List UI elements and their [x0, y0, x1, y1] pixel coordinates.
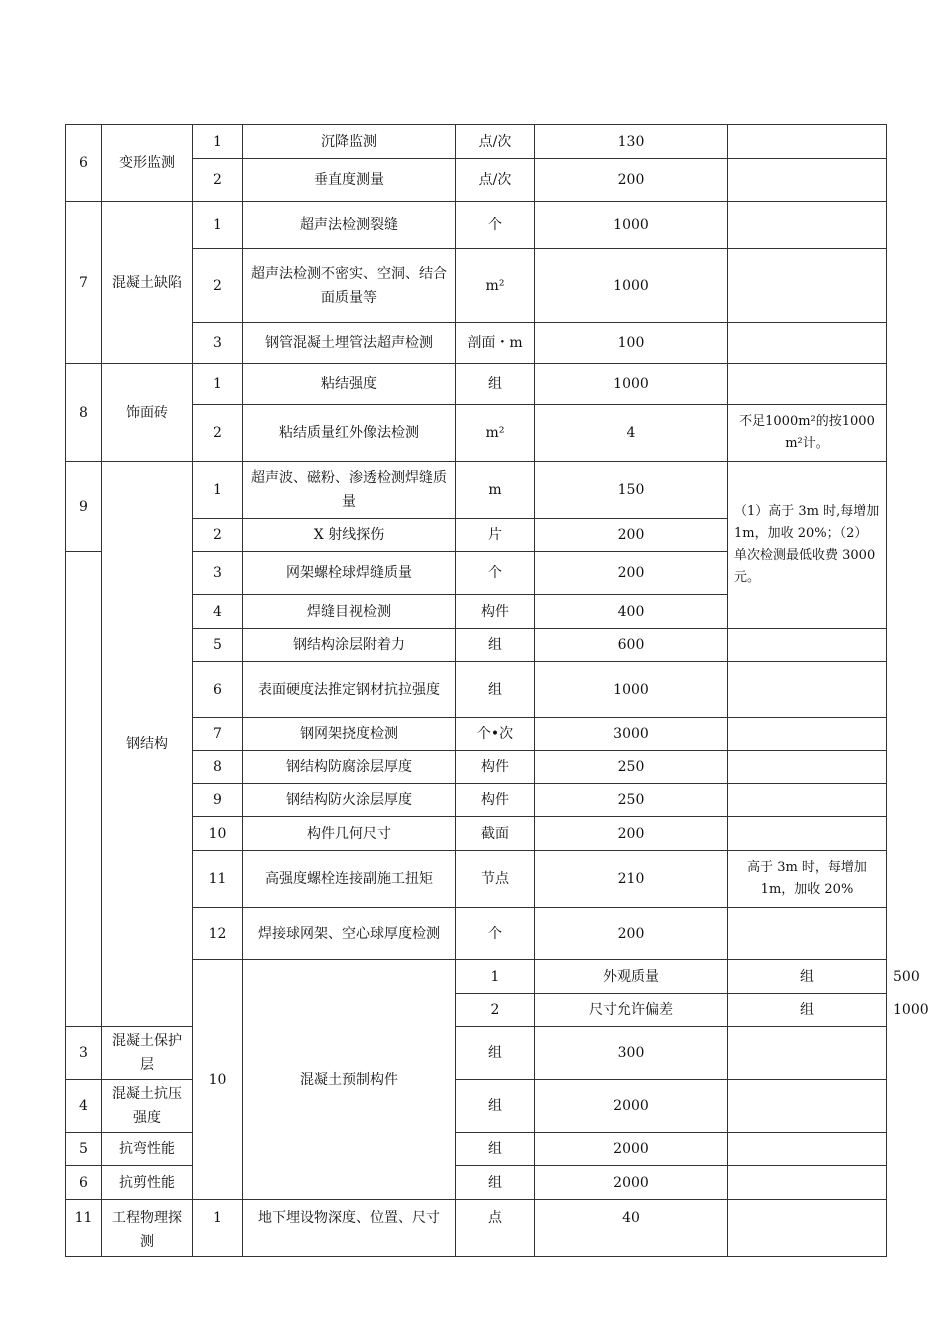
- item-unit: 组: [728, 994, 887, 1027]
- group-name: 饰面砖: [102, 364, 193, 462]
- item-unit: 片: [456, 519, 535, 552]
- item-name: 构件几何尺寸: [243, 817, 456, 851]
- item-price: 600: [535, 629, 728, 662]
- item-seq: 3: [66, 1027, 102, 1080]
- item-seq: 11: [193, 851, 243, 908]
- item-price: 130: [535, 125, 728, 159]
- item-unit: 组: [456, 1133, 535, 1166]
- item-note: [728, 364, 887, 405]
- group-number: 9: [66, 462, 102, 552]
- item-unit: 组: [728, 960, 887, 994]
- item-unit: 点/次: [456, 125, 535, 159]
- table-row: 2 尺寸允许偏差 组 1000: [66, 994, 887, 1027]
- item-price: 4: [535, 405, 728, 462]
- item-price: 200: [535, 159, 728, 202]
- item-price: 40: [535, 1200, 728, 1257]
- group-number-blank: [66, 552, 102, 1027]
- item-name: 高强度螺栓连接副施工扭矩: [243, 851, 456, 908]
- item-seq: 1: [193, 364, 243, 405]
- item-price: 200: [535, 519, 728, 552]
- item-seq: 6: [66, 1166, 102, 1200]
- item-unit: 剖面・m: [456, 323, 535, 364]
- item-name: 抗弯性能: [102, 1133, 193, 1166]
- item-note: [728, 817, 887, 851]
- item-note: [728, 323, 887, 364]
- item-price: 3000: [535, 718, 728, 751]
- item-seq: 1: [193, 125, 243, 159]
- table-row: [66, 1133, 887, 1166]
- item-price: 2000: [535, 1133, 728, 1166]
- item-seq: 2: [193, 519, 243, 552]
- item-price: 210: [535, 851, 728, 908]
- item-unit: 组: [456, 1080, 535, 1133]
- item-name: 焊缝目视检测: [243, 595, 456, 629]
- item-seq: 1: [456, 960, 535, 994]
- item-unit: 个: [456, 908, 535, 960]
- item-price: 200: [535, 552, 728, 595]
- item-unit: 点: [456, 1200, 535, 1257]
- merged-note: （1）高于 3m 时,每增加 1m，加收 20%；（2）单次检测最低收费 3000 元。: [728, 462, 887, 629]
- item-unit: m²: [456, 405, 535, 462]
- table-row: [66, 1166, 887, 1200]
- item-note: [728, 784, 887, 817]
- item-unit: 构件: [456, 784, 535, 817]
- item-name: 钢管混凝土埋管法超声检测: [243, 323, 456, 364]
- table-row: [66, 202, 887, 249]
- item-seq: 4: [66, 1080, 102, 1133]
- item-note: 高于 3m 时，每增加 1m，加收 20%: [728, 851, 887, 908]
- item-unit: 组: [456, 629, 535, 662]
- item-note: [728, 1166, 887, 1200]
- item-seq: 2: [456, 994, 535, 1027]
- item-unit: 点/次: [456, 159, 535, 202]
- item-price: 100: [535, 323, 728, 364]
- group-number: 8: [66, 364, 102, 462]
- group-name: 混凝土缺陷: [102, 202, 193, 364]
- item-name: 尺寸允许偏差: [535, 994, 728, 1027]
- item-seq: 2: [193, 405, 243, 462]
- item-note: [728, 249, 887, 323]
- table-row: [66, 364, 887, 405]
- item-note: [728, 629, 887, 662]
- item-price: 1000: [535, 249, 728, 323]
- item-seq: 7: [193, 718, 243, 751]
- item-note: [728, 202, 887, 249]
- group-number: 10: [193, 960, 243, 1200]
- item-unit: 组: [456, 662, 535, 718]
- item-name: 钢结构涂层附着力: [243, 629, 456, 662]
- item-name: 抗剪性能: [102, 1166, 193, 1200]
- group-name: 变形监测: [102, 125, 193, 202]
- item-note: [728, 159, 887, 202]
- item-note: [728, 662, 887, 718]
- item-seq: 3: [193, 323, 243, 364]
- item-name: 混凝土保护层: [102, 1027, 193, 1080]
- item-price: 2000: [535, 1080, 728, 1133]
- item-seq: 1: [193, 462, 243, 519]
- item-seq: 1: [193, 202, 243, 249]
- item-seq: 2: [193, 159, 243, 202]
- item-price: 250: [535, 751, 728, 784]
- table-row: [66, 125, 887, 159]
- group-name: 钢结构: [102, 462, 193, 1027]
- item-seq: 8: [193, 751, 243, 784]
- item-name: 焊接球网架、空心球厚度检测: [243, 908, 456, 960]
- item-name: 垂直度测量: [243, 159, 456, 202]
- item-price: 300: [535, 1027, 728, 1080]
- item-seq: 12: [193, 908, 243, 960]
- item-seq: 9: [193, 784, 243, 817]
- item-name: 钢网架挠度检测: [243, 718, 456, 751]
- item-seq: 3: [193, 552, 243, 595]
- item-price: 400: [535, 595, 728, 629]
- item-name: 外观质量: [535, 960, 728, 994]
- item-unit: 个: [456, 202, 535, 249]
- item-name: 地下埋设物深度、位置、尺寸: [243, 1200, 456, 1257]
- item-note: [728, 751, 887, 784]
- item-price: 200: [535, 817, 728, 851]
- item-name: 粘结强度: [243, 364, 456, 405]
- item-note: [728, 718, 887, 751]
- item-price: 150: [535, 462, 728, 519]
- table-row: [66, 1200, 887, 1257]
- item-name: 混凝土抗压强度: [102, 1080, 193, 1133]
- item-unit: 节点: [456, 851, 535, 908]
- item-unit: 组: [456, 364, 535, 405]
- item-price: 1000: [535, 662, 728, 718]
- item-seq: 10: [193, 817, 243, 851]
- group-name: 工程物理探测: [102, 1200, 193, 1257]
- item-unit: 截面: [456, 817, 535, 851]
- item-seq: 6: [193, 662, 243, 718]
- item-unit: 组: [456, 1166, 535, 1200]
- item-seq: 2: [193, 249, 243, 323]
- item-name: 超声波、磁粉、渗透检测焊缝质量: [243, 462, 456, 519]
- item-seq: 4: [193, 595, 243, 629]
- item-unit: m²: [456, 249, 535, 323]
- item-name: 表面硬度法推定钢材抗拉强度: [243, 662, 456, 718]
- item-name: 超声法检测裂缝: [243, 202, 456, 249]
- item-seq: 1: [193, 1200, 243, 1257]
- item-note: [728, 1080, 887, 1133]
- item-unit: 个: [456, 552, 535, 595]
- group-number: 7: [66, 202, 102, 364]
- item-unit: 组: [456, 1027, 535, 1080]
- item-name: 钢结构防腐涂层厚度: [243, 751, 456, 784]
- group-name: 混凝土预制构件: [243, 960, 456, 1200]
- item-unit: m: [456, 462, 535, 519]
- item-price: 1000: [535, 202, 728, 249]
- item-note: [728, 908, 887, 960]
- item-seq: 5: [66, 1133, 102, 1166]
- table-row: 10 混凝土预制构件 1 外观质量 组 500: [66, 960, 887, 994]
- item-price: 200: [535, 908, 728, 960]
- item-note: [728, 1027, 887, 1080]
- item-note: [728, 1200, 887, 1257]
- item-name: 超声法检测不密实、空洞、结合面质量等: [243, 249, 456, 323]
- item-name: 沉降监测: [243, 125, 456, 159]
- item-note: 不足1000m²的按1000 m²计。: [728, 405, 887, 462]
- item-price: 1000: [535, 364, 728, 405]
- item-seq: 5: [193, 629, 243, 662]
- item-name: 钢结构防火涂层厚度: [243, 784, 456, 817]
- group-number: 6: [66, 125, 102, 202]
- item-unit: 构件: [456, 595, 535, 629]
- table-row: [66, 1027, 887, 1080]
- item-unit: 个•次: [456, 718, 535, 751]
- table-row: [66, 462, 887, 519]
- item-unit: 构件: [456, 751, 535, 784]
- item-note: [728, 125, 887, 159]
- fee-table: [65, 124, 929, 1257]
- table-row: [66, 1080, 887, 1133]
- item-price: 2000: [535, 1166, 728, 1200]
- item-note: [728, 1133, 887, 1166]
- group-number: 11: [66, 1200, 102, 1257]
- item-price: 250: [535, 784, 728, 817]
- item-name: 网架螺栓球焊缝质量: [243, 552, 456, 595]
- item-name: 粘结质量红外像法检测: [243, 405, 456, 462]
- item-name: X 射线探伤: [243, 519, 456, 552]
